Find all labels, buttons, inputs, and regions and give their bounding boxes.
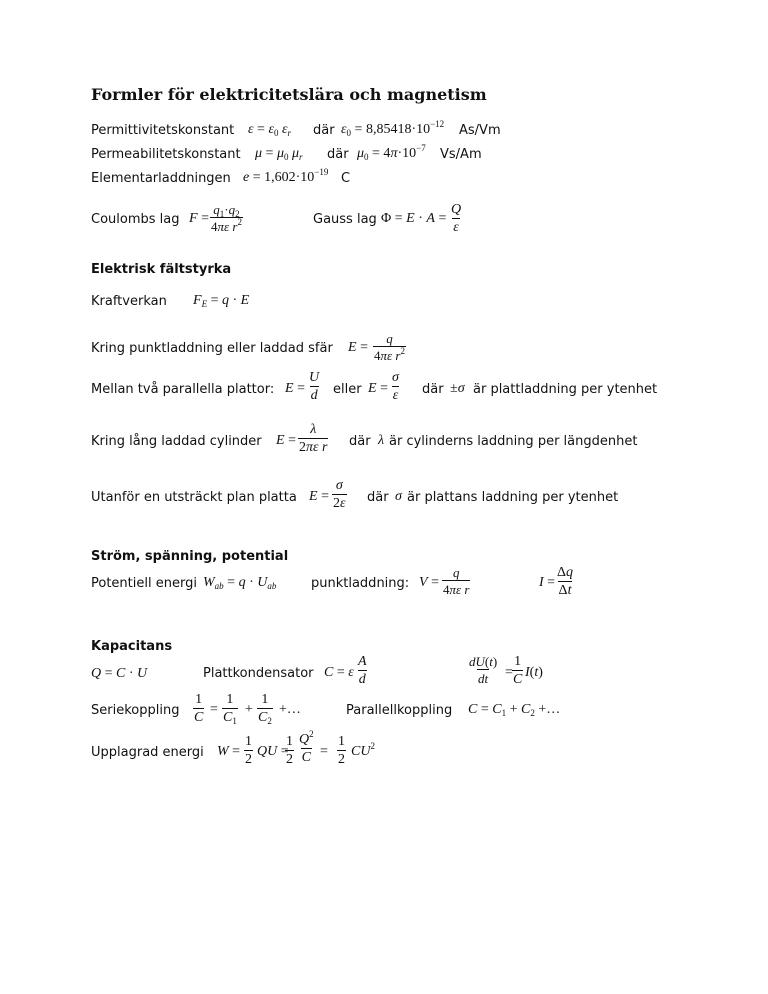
parallel-label: Parallellkoppling [346, 703, 453, 718]
plane-fraction: σ 2ε [333, 478, 346, 511]
elementary-unit: C [341, 171, 351, 186]
plates-note: är plattladdning per ytenhet [473, 382, 658, 397]
stored-energy-cu2: $CU^2$ [351, 741, 375, 759]
permeability-value: $\mu_0 = 4\pi\cdot 10^{-7}$ [357, 143, 426, 162]
permittivity-formula: $\varepsilon = \varepsilon_0$ $\varepsilon_r$ [248, 122, 292, 138]
stored-energy-half-1: 1 2 [245, 734, 252, 767]
plates-lhs: E = [285, 381, 305, 396]
gauss-fraction: Q ε [451, 202, 462, 235]
potential-heading: Ström, spänning, potential [91, 549, 289, 564]
cylinder-fraction: λ 2πε r [299, 422, 328, 455]
plane-lhs: E = [309, 489, 329, 504]
cylinder-label: Kring lång laddad cylinder [91, 434, 262, 449]
stored-energy-q2-over-c: $Q^2$ C [299, 729, 314, 765]
plate-capacitor-label: Plattkondensator [203, 666, 314, 681]
permeability-exponent: −7 [416, 143, 426, 153]
stored-energy-label: Upplagrad energi [91, 745, 204, 760]
stored-energy-half-2: 1 2 [286, 734, 293, 767]
force-formula: $F_E = q \cdot E$ [193, 293, 250, 309]
series-label: Seriekoppling [91, 703, 180, 718]
dudt-fraction: dU(t) dt [469, 654, 498, 686]
cylinder-where: där [349, 434, 371, 449]
permittivity-number: 8,85418 [365, 122, 412, 137]
plane-label: Utanför en utsträckt plan platta [91, 490, 297, 505]
stored-energy-half-3: 1 2 [338, 734, 345, 767]
permittivity-exponent: −12 [430, 119, 445, 129]
potential-fraction: q 4πε r [443, 565, 470, 597]
parallel-formula: $C = C_1 + C_2$ +… [468, 702, 561, 718]
energy-label: Potentiell energi [91, 576, 197, 591]
permittivity-unit: As/Vm [459, 123, 501, 138]
plate-capacitor-lhs: C = ε [324, 665, 354, 680]
gauss-label: Gauss lag [313, 212, 377, 227]
plates-fraction-sigma: σ ε [392, 370, 399, 403]
page-title: Formler för elektricitetslära och magnetism [91, 85, 487, 104]
cylinder-lambda: λ [378, 433, 385, 448]
plates-label: Mellan två parallella plattor: [91, 382, 275, 397]
coulomb-label: Coulombs lag [91, 212, 180, 227]
point-label: Kring punktladdning eller laddad sfär [91, 341, 333, 356]
permeability-unit: Vs/Am [440, 147, 482, 162]
elementary-label: Elementarladdningen [91, 171, 231, 186]
energy-formula: $W_{ab} = q \cdot U_{ab}$ [203, 575, 277, 591]
current-lhs: I = [539, 575, 556, 590]
gauss-lhs: Φ = E · A = [381, 211, 447, 226]
permittivity-label: Permittivitetskonstant [91, 123, 235, 138]
plane-sigma: σ [395, 489, 402, 504]
permeability-where: där [327, 147, 349, 162]
stored-energy-equals: = [320, 744, 328, 759]
dudt-equals: = [505, 665, 513, 680]
permittivity-where: där [313, 123, 335, 138]
plates-where: där [422, 382, 444, 397]
series-ellipsis: +… [279, 702, 301, 717]
cylinder-lhs: E = [276, 433, 296, 448]
elementary-value: $e = 1,602\cdot 10^{-19}$ [243, 167, 329, 185]
plates-pm-sigma: ±σ [450, 381, 465, 396]
elementary-number: 1,602 [264, 170, 296, 185]
capacitance-definition: Q = C · U [91, 666, 148, 681]
plates-or: eller [333, 382, 362, 397]
plate-capacitor-fraction: A d [358, 654, 367, 687]
series-equals: = [210, 702, 218, 717]
cylinder-note: är cylinderns laddning per längdenhet [389, 434, 638, 449]
permeability-formula: $\mu = \mu_0$ $\mu_r$ [255, 146, 303, 162]
dudt-one-over-c: 1 C [513, 654, 523, 687]
permeability-label: Permeabilitetskonstant [91, 147, 241, 162]
point-fraction: q 4πε $r^2$ [374, 331, 405, 363]
plates-lhs-2: E = [368, 381, 388, 396]
series-one-over-c1: 1 $C_1$ [223, 692, 237, 726]
series-one-over-c: 1 C [194, 692, 204, 725]
field-heading: Elektrisk fältstyrka [91, 262, 232, 277]
dudt-current: I(t) [525, 665, 543, 680]
plane-where: där [367, 490, 389, 505]
coulomb-fraction: $q_1\cdot q_2$ 4πε $r^2$ [211, 202, 242, 234]
capacitance-heading: Kapacitans [91, 639, 173, 654]
stored-energy-lhs: W = [217, 744, 241, 759]
coulomb-lhs: F = [189, 211, 209, 226]
stored-energy-qu: QU = [257, 744, 289, 759]
elementary-exponent: −19 [314, 167, 329, 177]
series-plus: + [245, 702, 253, 717]
potential-point-label: punktladdning: [311, 576, 410, 591]
plates-fraction-u: U d [309, 370, 320, 403]
force-label: Kraftverkan [91, 294, 167, 309]
series-one-over-c2: 1 $C_2$ [258, 692, 272, 726]
permittivity-value: $\varepsilon_0 = 8,85418\cdot 10^{-12}$ [341, 119, 445, 138]
potential-lhs: V = [419, 575, 439, 590]
current-fraction: Δq Δt [557, 565, 574, 598]
plane-note: är plattans laddning per ytenhet [407, 490, 619, 505]
point-lhs: E = [348, 340, 368, 355]
